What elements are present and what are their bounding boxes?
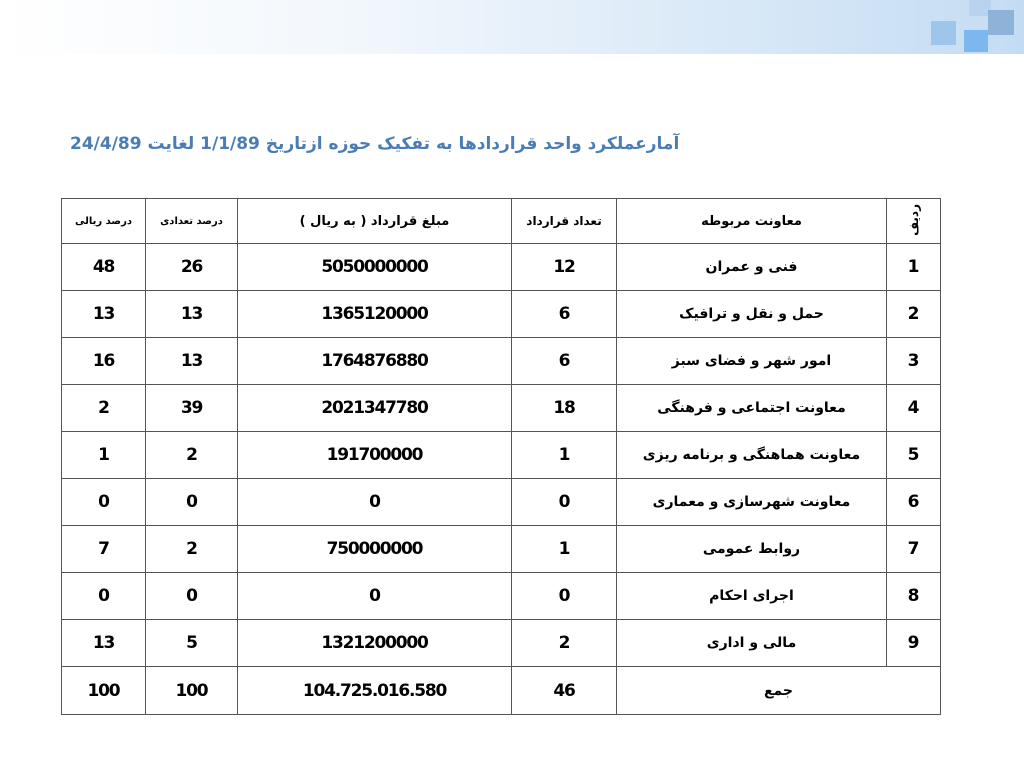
cell-amount: 1321200000 bbox=[238, 620, 512, 667]
cell-rial-percent: 7 bbox=[62, 526, 146, 573]
cell-count-percent: 13 bbox=[146, 291, 238, 338]
cell-department: اجرای احکام bbox=[617, 573, 887, 620]
total-amount: 104.725.016.580 bbox=[238, 667, 512, 715]
cell-rial-percent: 13 bbox=[62, 291, 146, 338]
cell-amount: 2021347780 bbox=[238, 385, 512, 432]
header-department: معاونت مربوطه bbox=[617, 199, 887, 244]
header-row-label: ردیف bbox=[906, 203, 921, 236]
cell-amount: 0 bbox=[238, 479, 512, 526]
cell-count-percent: 0 bbox=[146, 573, 238, 620]
cell-count-percent: 39 bbox=[146, 385, 238, 432]
cell-row-number: 6 bbox=[887, 479, 941, 526]
cell-rial-percent: 0 bbox=[62, 573, 146, 620]
cell-count: 12 bbox=[512, 244, 617, 291]
cell-department: معاونت اجتماعی و فرهنگی bbox=[617, 385, 887, 432]
cell-count-percent: 26 bbox=[146, 244, 238, 291]
header-amount: مبلغ قرارداد ( به ریال ) bbox=[238, 199, 512, 244]
cell-count-percent: 2 bbox=[146, 526, 238, 573]
page-title: آمارعملکرد واحد قراردادها به تفکیک حوزه ازتاریخ 1/1/89 لغایت 24/4/89 bbox=[70, 134, 680, 154]
table-row bbox=[62, 432, 941, 479]
table-row bbox=[62, 244, 941, 291]
cell-row-number: 2 bbox=[887, 291, 941, 338]
table-row bbox=[62, 338, 941, 385]
cell-count: 1 bbox=[512, 526, 617, 573]
table-row bbox=[62, 620, 941, 667]
cell-count-percent: 0 bbox=[146, 479, 238, 526]
cell-rial-percent: 0 bbox=[62, 479, 146, 526]
cell-amount: 750000000 bbox=[238, 526, 512, 573]
header-row-number bbox=[887, 199, 941, 244]
header-count-percent: درصد تعدادی bbox=[146, 199, 238, 244]
cell-department: مالی و اداری bbox=[617, 620, 887, 667]
table-row bbox=[62, 479, 941, 526]
cell-row-number: 3 bbox=[887, 338, 941, 385]
decor-square bbox=[964, 30, 988, 52]
total-rial-percent: 100 bbox=[62, 667, 146, 715]
cell-rial-percent: 48 bbox=[62, 244, 146, 291]
cell-count: 18 bbox=[512, 385, 617, 432]
table-row bbox=[62, 385, 941, 432]
total-count-percent: 100 bbox=[146, 667, 238, 715]
table-row bbox=[62, 573, 941, 620]
cell-department: روابط عمومی bbox=[617, 526, 887, 573]
cell-amount: 1764876880 bbox=[238, 338, 512, 385]
header-rial-percent: درصد ریالی bbox=[62, 199, 146, 244]
cell-rial-percent: 16 bbox=[62, 338, 146, 385]
cell-row-number: 1 bbox=[887, 244, 941, 291]
cell-amount: 1365120000 bbox=[238, 291, 512, 338]
cell-row-number: 8 bbox=[887, 573, 941, 620]
decor-square bbox=[988, 10, 1014, 35]
cell-rial-percent: 1 bbox=[62, 432, 146, 479]
table-row bbox=[62, 291, 941, 338]
cell-department: امور شهر و فضای سبز bbox=[617, 338, 887, 385]
cell-amount: 191700000 bbox=[238, 432, 512, 479]
cell-row-number: 7 bbox=[887, 526, 941, 573]
cell-amount: 5050000000 bbox=[238, 244, 512, 291]
cell-count: 1 bbox=[512, 432, 617, 479]
cell-amount: 0 bbox=[238, 573, 512, 620]
cell-count: 0 bbox=[512, 479, 617, 526]
table-header-row bbox=[62, 199, 941, 244]
cell-count-percent: 13 bbox=[146, 338, 238, 385]
cell-count: 6 bbox=[512, 338, 617, 385]
total-count: 46 bbox=[512, 667, 617, 715]
cell-count: 6 bbox=[512, 291, 617, 338]
cell-row-number: 4 bbox=[887, 385, 941, 432]
table-total-row bbox=[62, 667, 941, 715]
header-count: تعداد قرارداد bbox=[512, 199, 617, 244]
decor-square bbox=[931, 21, 956, 45]
cell-row-number: 9 bbox=[887, 620, 941, 667]
table-row bbox=[62, 526, 941, 573]
header-band bbox=[0, 0, 1024, 54]
cell-row-number: 5 bbox=[887, 432, 941, 479]
cell-rial-percent: 2 bbox=[62, 385, 146, 432]
cell-count-percent: 5 bbox=[146, 620, 238, 667]
cell-count: 0 bbox=[512, 573, 617, 620]
cell-department: فنی و عمران bbox=[617, 244, 887, 291]
cell-count: 2 bbox=[512, 620, 617, 667]
cell-department: معاونت هماهنگی و برنامه ریزی bbox=[617, 432, 887, 479]
cell-department: معاونت شهرسازی و معماری bbox=[617, 479, 887, 526]
cell-department: حمل و نقل و ترافیک bbox=[617, 291, 887, 338]
cell-count-percent: 2 bbox=[146, 432, 238, 479]
cell-rial-percent: 13 bbox=[62, 620, 146, 667]
total-label: جمع bbox=[617, 667, 941, 715]
contracts-table bbox=[61, 198, 941, 715]
